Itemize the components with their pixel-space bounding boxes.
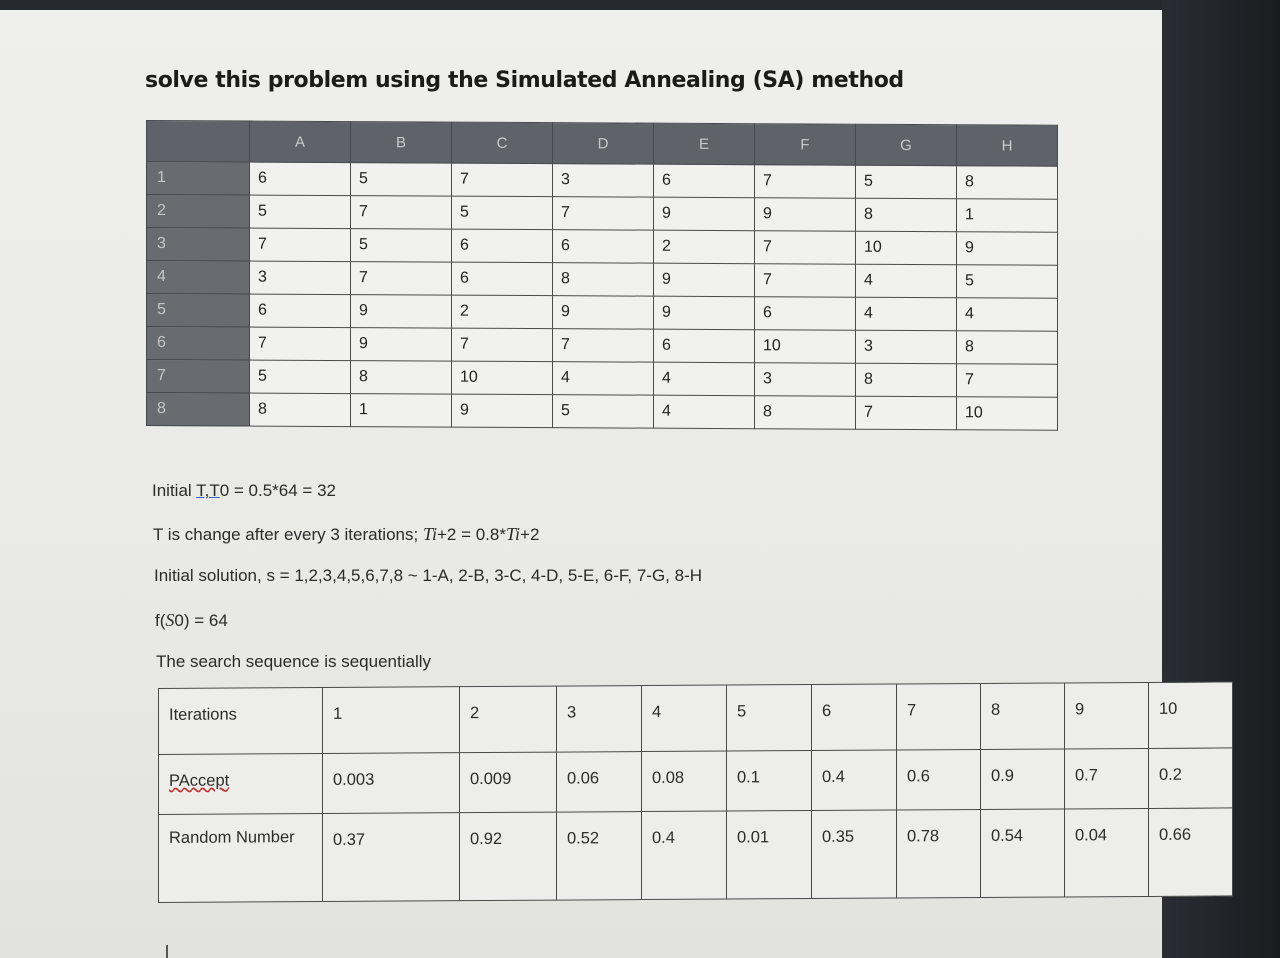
- matrix-column-header: A: [250, 121, 351, 163]
- matrix-cell: 8: [856, 363, 957, 397]
- matrix-row: [147, 360, 1058, 398]
- matrix-cell: 5: [553, 395, 654, 429]
- matrix-cell: 3: [755, 363, 856, 397]
- matrix-cell: 6: [654, 329, 755, 363]
- matrix-column-header: C: [452, 122, 553, 164]
- matrix-column-header: H: [957, 125, 1058, 167]
- matrix-cell: 7: [553, 329, 654, 363]
- paccept-value-cell: 0.9: [981, 749, 1065, 810]
- matrix-cell: 6: [755, 297, 856, 331]
- f-prefix: f(: [155, 611, 166, 630]
- matrix-cell: 5: [856, 165, 957, 199]
- random-number-cell: 0.78: [897, 809, 981, 898]
- matrix-cell: 2: [452, 295, 553, 329]
- matrix-row: [147, 228, 1058, 266]
- initial-t-symbol: T,T: [196, 481, 220, 500]
- matrix-cell: 6: [452, 229, 553, 263]
- matrix-cell: 4: [553, 362, 654, 396]
- matrix-cell: 8: [351, 361, 452, 395]
- random-number-cell: 0.66: [1149, 808, 1233, 897]
- random-number-label: Random Number: [159, 813, 323, 902]
- iterations-row: [159, 682, 1233, 755]
- matrix-cell: 7: [250, 228, 351, 262]
- matrix-cell: 9: [654, 197, 755, 231]
- matrix-column-header: D: [553, 123, 654, 165]
- matrix-cell: 8: [755, 396, 856, 430]
- f-suffix: 0) = 64: [174, 611, 228, 630]
- matrix-header-row: [147, 121, 1058, 167]
- matrix-cell: 4: [654, 362, 755, 396]
- text-cursor-mark: [166, 945, 168, 958]
- matrix-row: [147, 327, 1058, 365]
- iteration-number-cell: 8: [981, 683, 1065, 750]
- matrix-row-header: 5: [147, 294, 250, 328]
- initial-t-value: 0 = 0.5*64 = 32: [219, 481, 336, 500]
- matrix-cell: 5: [957, 265, 1058, 299]
- initial-t-prefix: Initial: [152, 481, 197, 500]
- temperature-schedule-line: [153, 524, 539, 545]
- matrix-row-header: 7: [147, 360, 250, 394]
- paccept-value-cell: 0.08: [642, 751, 727, 812]
- matrix-cell: 6: [452, 262, 553, 296]
- paccept-value-cell: 0.009: [460, 752, 557, 813]
- paccept-value-cell: 0.6: [897, 749, 981, 810]
- ti-symbol: Ti: [505, 524, 521, 544]
- matrix-row-header: 8: [147, 393, 250, 427]
- paccept-value-cell: 0.4: [812, 750, 897, 811]
- matrix-cell: 7: [452, 328, 553, 362]
- matrix-cell: 3: [553, 164, 654, 198]
- iteration-number-cell: 10: [1149, 682, 1233, 749]
- paccept-value-cell: 0.06: [557, 752, 642, 813]
- matrix-column-header: E: [654, 123, 755, 165]
- paccept-value-cell: 0.1: [727, 751, 812, 812]
- matrix-row-header: 1: [147, 162, 250, 196]
- matrix-cell: 2: [654, 230, 755, 264]
- matrix-column-header: F: [755, 124, 856, 166]
- s-symbol: S: [165, 610, 175, 630]
- matrix-cell: 4: [957, 298, 1058, 332]
- ti-symbol: Ti: [422, 524, 437, 544]
- matrix-cell: 3: [856, 330, 957, 364]
- paccept-value-cell: 0.7: [1065, 748, 1149, 809]
- matrix-cell: 9: [654, 296, 755, 330]
- iteration-number-cell: 1: [323, 687, 460, 754]
- matrix-row: [147, 294, 1058, 332]
- matrix-cell: 7: [856, 396, 957, 430]
- matrix-cell: 5: [452, 196, 553, 230]
- matrix-cell: 6: [654, 164, 755, 198]
- iterations-label: Iterations: [159, 687, 323, 754]
- problem-title: solve this problem using the Simulated Annealing (SA) method: [145, 68, 904, 93]
- matrix-cell: 7: [755, 231, 856, 265]
- matrix-row-header: 6: [147, 327, 250, 361]
- cost-matrix-table: [146, 120, 1058, 431]
- matrix-cell: 7: [351, 262, 452, 296]
- random-number-row: [159, 808, 1233, 903]
- matrix-corner-cell: [147, 121, 250, 163]
- matrix-cell: 5: [250, 195, 351, 229]
- matrix-cell: 7: [755, 165, 856, 199]
- t-change-mid: +2 = 0.8*: [436, 525, 506, 544]
- random-number-cell: 0.4: [642, 811, 727, 900]
- matrix-cell: 5: [250, 360, 351, 394]
- matrix-cell: 10: [856, 231, 957, 265]
- matrix-cell: 8: [553, 263, 654, 297]
- matrix-cell: 9: [351, 295, 452, 329]
- t-change-prefix: T is change after every 3 iterations;: [153, 525, 423, 544]
- matrix-cell: 8: [957, 166, 1058, 200]
- iteration-number-cell: 9: [1065, 682, 1149, 749]
- matrix-cell: 1: [957, 199, 1058, 233]
- iteration-number-cell: 3: [557, 686, 642, 753]
- iteration-number-cell: 4: [642, 685, 727, 752]
- paccept-value-cell: 0.003: [323, 753, 460, 814]
- matrix-row-header: 3: [147, 228, 250, 262]
- objective-value-line: [155, 610, 228, 631]
- paccept-row: [159, 748, 1233, 815]
- matrix-cell: 9: [553, 296, 654, 330]
- random-number-cell: 0.54: [981, 809, 1065, 898]
- matrix-cell: 6: [250, 162, 351, 196]
- random-number-cell: 0.35: [812, 810, 897, 899]
- matrix-cell: 5: [351, 163, 452, 197]
- iteration-number-cell: 6: [812, 684, 897, 751]
- matrix-cell: 4: [856, 297, 957, 331]
- random-number-cell: 0.52: [557, 812, 642, 901]
- matrix-row-header: 2: [147, 195, 250, 229]
- random-number-cell: 0.01: [727, 811, 812, 900]
- matrix-cell: 9: [351, 328, 452, 362]
- matrix-cell: 8: [856, 198, 957, 232]
- random-number-cell: 0.92: [460, 812, 557, 901]
- matrix-row: [147, 162, 1058, 200]
- matrix-row: [147, 393, 1058, 431]
- t-change-suffix: +2: [520, 525, 540, 544]
- matrix-cell: 8: [250, 393, 351, 427]
- matrix-cell: 7: [351, 196, 452, 230]
- matrix-cell: 4: [654, 395, 755, 429]
- matrix-row: [147, 261, 1058, 299]
- matrix-cell: 7: [957, 364, 1058, 398]
- matrix-cell: 3: [250, 261, 351, 295]
- matrix-cell: 6: [553, 230, 654, 264]
- matrix-cell: 6: [250, 294, 351, 328]
- random-number-cell: 0.37: [323, 813, 460, 902]
- matrix-cell: 10: [755, 330, 856, 364]
- matrix-cell: 8: [957, 331, 1058, 365]
- iterations-table: [158, 681, 1233, 903]
- matrix-cell: 7: [452, 163, 553, 197]
- paccept-value-cell: 0.2: [1149, 748, 1233, 809]
- iteration-number-cell: 7: [897, 683, 981, 750]
- matrix-cell: 4: [856, 264, 957, 298]
- paccept-label-text: PAccept: [169, 771, 230, 790]
- iteration-number-cell: 5: [727, 685, 812, 752]
- matrix-cell: 7: [755, 264, 856, 298]
- paccept-label: [159, 753, 323, 814]
- matrix-cell: 9: [755, 198, 856, 232]
- matrix-cell: 10: [452, 361, 553, 395]
- matrix-cell: 9: [957, 232, 1058, 266]
- monitor-bezel-top: [0, 0, 1280, 10]
- random-number-cell: 0.04: [1065, 808, 1149, 897]
- matrix-column-header: G: [856, 124, 957, 166]
- matrix-row: [147, 195, 1058, 233]
- matrix-column-header: B: [351, 122, 452, 164]
- matrix-cell: 7: [553, 197, 654, 231]
- matrix-row-header: 4: [147, 261, 250, 295]
- iteration-number-cell: 2: [460, 686, 557, 753]
- matrix-cell: 1: [351, 394, 452, 428]
- search-sequence-line: The search sequence is sequentially: [156, 652, 431, 671]
- initial-solution-line: Initial solution, s = 1,2,3,4,5,6,7,8 ~ 1-A, 2-B, 3-C, 4-D, 5-E, 6-F, 7-G, 8-H: [154, 566, 703, 585]
- matrix-cell: 9: [452, 394, 553, 428]
- matrix-cell: 7: [250, 327, 351, 361]
- matrix-cell: 10: [957, 397, 1058, 431]
- initial-temperature-line: [152, 481, 336, 501]
- matrix-cell: 9: [654, 263, 755, 297]
- matrix-cell: 5: [351, 229, 452, 263]
